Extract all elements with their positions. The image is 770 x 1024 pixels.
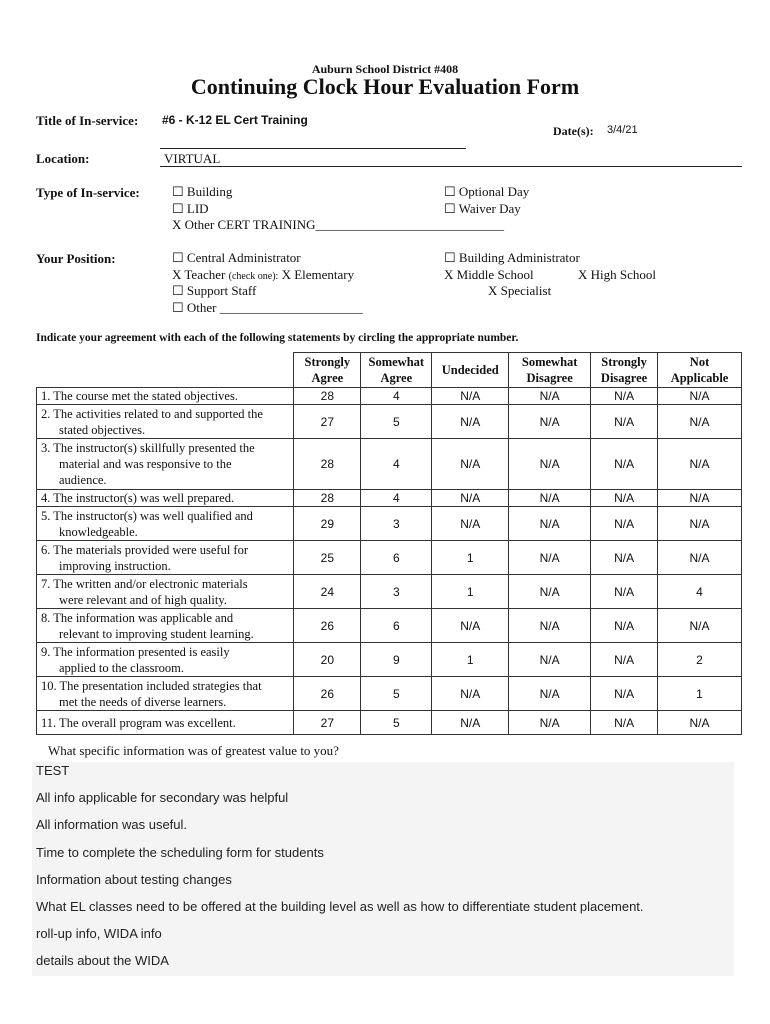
location-label: Location: [36,151,90,166]
position-middle: X Middle School [444,267,534,282]
position-elementary: X Elementary [281,267,355,282]
rating-cell: 26 [294,609,361,643]
rating-cell: 28 [294,490,361,507]
response-item: TEST [36,763,70,778]
response-item: roll-up info, WIDA info [36,926,162,942]
table-row [37,439,742,490]
evaluation-table [36,352,742,735]
position-building-admin: ☐ Building Administrator [444,250,580,265]
statement-cell [37,439,294,490]
statement-cell [37,575,294,609]
rating-cell: 26 [294,677,361,711]
position-central: ☐ Central Administrator [172,250,301,265]
title-label: Title of In-service: [36,113,139,128]
position-high: X High School [578,267,656,282]
rating-cell: N/A [509,388,591,405]
inservice-label: Type of In-service: [36,185,140,200]
rating-cell: N/A [658,541,742,575]
statement-cell [37,507,294,541]
position-other: ☐ Other ______________________ [172,300,363,315]
statement-line: material and was responsive to the [59,457,232,471]
rating-cell: N/A [591,405,658,439]
response-item: All info applicable for secondary was helpful [36,790,289,806]
rating-cell: N/A [432,677,509,711]
rating-cell: 24 [294,575,361,609]
rating-cell: N/A [658,405,742,439]
rating-cell: N/A [509,541,591,575]
statement-line: met the needs of diverse learners. [59,694,227,709]
header-somewhat-agree: Somewhat Agree [361,353,432,388]
table-row [37,541,742,575]
rating-cell: N/A [591,541,658,575]
rating-cell: 1 [432,575,509,609]
rating-cell: N/A [658,507,742,541]
rating-cell: N/A [432,388,509,405]
rating-cell: N/A [509,711,591,735]
position-label: Your Position: [36,251,116,266]
instructions: Indicate your agreement with each of the following statements by circling the appropriate number. [36,332,519,344]
date-value: 3/4/21 [607,124,638,136]
rating-cell: N/A [432,490,509,507]
header-strongly-disagree: Strongly Disagree [591,353,658,388]
rating-cell: N/A [509,439,591,490]
table-row [37,609,742,643]
statement-line: knowledgeable. [59,524,138,539]
statement-line: 9. The information presented is easily [41,644,230,659]
rating-cell: N/A [509,405,591,439]
response-item: details about the WIDA [36,953,169,969]
header-somewhat-disagree: Somewhat Disagree [509,353,591,388]
statement-cell [37,677,294,711]
position-check-one: (check one): [228,271,279,282]
response-item: What EL classes need to be offered at the building level as well as how to differentiate student placement. [36,899,644,914]
rating-cell: 4 [361,388,432,405]
inservice-other: X Other CERT TRAINING_____________________________ [172,217,505,232]
rating-cell: 6 [361,609,432,643]
statement-line: 1. The course met the stated objectives. [41,389,238,403]
statement-cell [37,643,294,677]
rating-cell: 28 [294,439,361,490]
position-teacher: X Teacher [172,267,226,282]
rating-cell: 6 [361,541,432,575]
rating-cell: N/A [432,711,509,735]
form-title: Continuing Clock Hour Evaluation Form [190,74,580,99]
title-underline [160,148,466,149]
statement-line: 4. The instructor(s) was well prepared. [41,491,235,505]
header-not-applicable: Not Applicable [658,353,742,388]
question-text: What specific information was of greatest value to you? [48,743,339,758]
statement-line: 3. The instructor(s) skillfully presented the [41,441,255,455]
rating-cell: 1 [432,643,509,677]
rating-cell: N/A [591,643,658,677]
rating-cell: 28 [294,388,361,405]
location-value: VIRTUAL [164,151,221,166]
inservice-optional: ☐ Optional Day [444,184,530,199]
rating-cell: N/A [591,711,658,735]
rating-cell: N/A [432,405,509,439]
statement-line: applied to the classroom. [59,660,184,675]
rating-cell: 29 [294,507,361,541]
rating-cell: N/A [658,609,742,643]
statement-line: 11. The overall program was excellent. [41,715,236,730]
statement-cell [37,388,294,405]
rating-cell: N/A [658,711,742,735]
statement-line: were relevant and of high quality. [59,592,227,607]
rating-cell: 3 [361,507,432,541]
table-row [37,677,742,711]
statement-cell [37,609,294,643]
rating-cell: N/A [509,575,591,609]
statement-cell [37,490,294,507]
statement-line: audience. [59,473,107,487]
position-specialist: X Specialist [488,283,552,298]
statement-line: 8. The information was applicable and [41,610,234,625]
table-header-row [37,353,742,388]
table-row [37,507,742,541]
rating-cell: 27 [294,711,361,735]
rating-cell: 4 [658,575,742,609]
rating-cell: 1 [432,541,509,575]
title-value: #6 - K-12 EL Cert Training [162,113,308,127]
table-row [37,405,742,439]
response-item: All information was useful. [36,817,188,833]
table-row [37,490,742,507]
rating-cell: N/A [658,490,742,507]
statement-cell [37,711,294,735]
rating-cell: N/A [591,388,658,405]
statement-line: 7. The written and/or electronic materials [41,576,248,591]
rating-cell: N/A [432,439,509,490]
rating-cell: 5 [361,711,432,735]
rating-cell: N/A [658,388,742,405]
rating-cell: N/A [658,439,742,490]
rating-cell: 2 [658,643,742,677]
inservice-waiver: ☐ Waiver Day [444,201,521,216]
rating-cell: N/A [509,490,591,507]
district-name: Auburn School District #408 [311,62,459,76]
rating-cell: N/A [432,507,509,541]
header-undecided: Undecided [432,353,509,388]
rating-cell: 4 [361,490,432,507]
rating-cell: N/A [591,677,658,711]
rating-cell: 20 [294,643,361,677]
statement-line: 2. The activities related to and supported the [41,406,263,421]
rating-cell: N/A [591,507,658,541]
rating-cell: 3 [361,575,432,609]
rating-cell: 27 [294,405,361,439]
rating-cell: 25 [294,541,361,575]
header-blank [37,353,294,388]
rating-cell: N/A [591,575,658,609]
rating-cell: N/A [591,490,658,507]
table-row [37,388,742,405]
position-teacher-row [172,267,354,283]
date-label: Date(s): [553,124,594,138]
statement-line: improving instruction. [59,558,171,573]
header-strongly-agree: Strongly Agree [294,353,361,388]
rating-cell: N/A [509,609,591,643]
rating-cell: N/A [509,507,591,541]
statement-line: 6. The materials provided were useful for [41,542,248,557]
rating-cell: 5 [361,405,432,439]
response-item: Time to complete the scheduling form for students [36,844,324,860]
statement-cell [37,541,294,575]
statement-line: 10. The presentation included strategies that [41,678,262,693]
table-row [37,575,742,609]
rating-cell: 9 [361,643,432,677]
rating-cell: 4 [361,439,432,490]
statement-line: 5. The instructor(s) was well qualified and [41,508,253,523]
statement-line: relevant to improving student learning. [59,626,254,641]
location-underline [160,166,742,167]
rating-cell: N/A [509,677,591,711]
rating-cell: N/A [509,643,591,677]
inservice-building: ☐ Building [172,184,233,199]
inservice-lid: ☐ LID [172,201,209,216]
rating-cell: N/A [432,609,509,643]
response-item: Information about testing changes [36,871,232,887]
rating-cell: N/A [591,609,658,643]
table-row [37,643,742,677]
table-row [37,711,742,735]
rating-cell: N/A [591,439,658,490]
statement-line: stated objectives. [59,422,146,437]
statement-cell [37,405,294,439]
rating-cell: 1 [658,677,742,711]
position-support: ☐ Support Staff [172,283,257,298]
rating-cell: 5 [361,677,432,711]
